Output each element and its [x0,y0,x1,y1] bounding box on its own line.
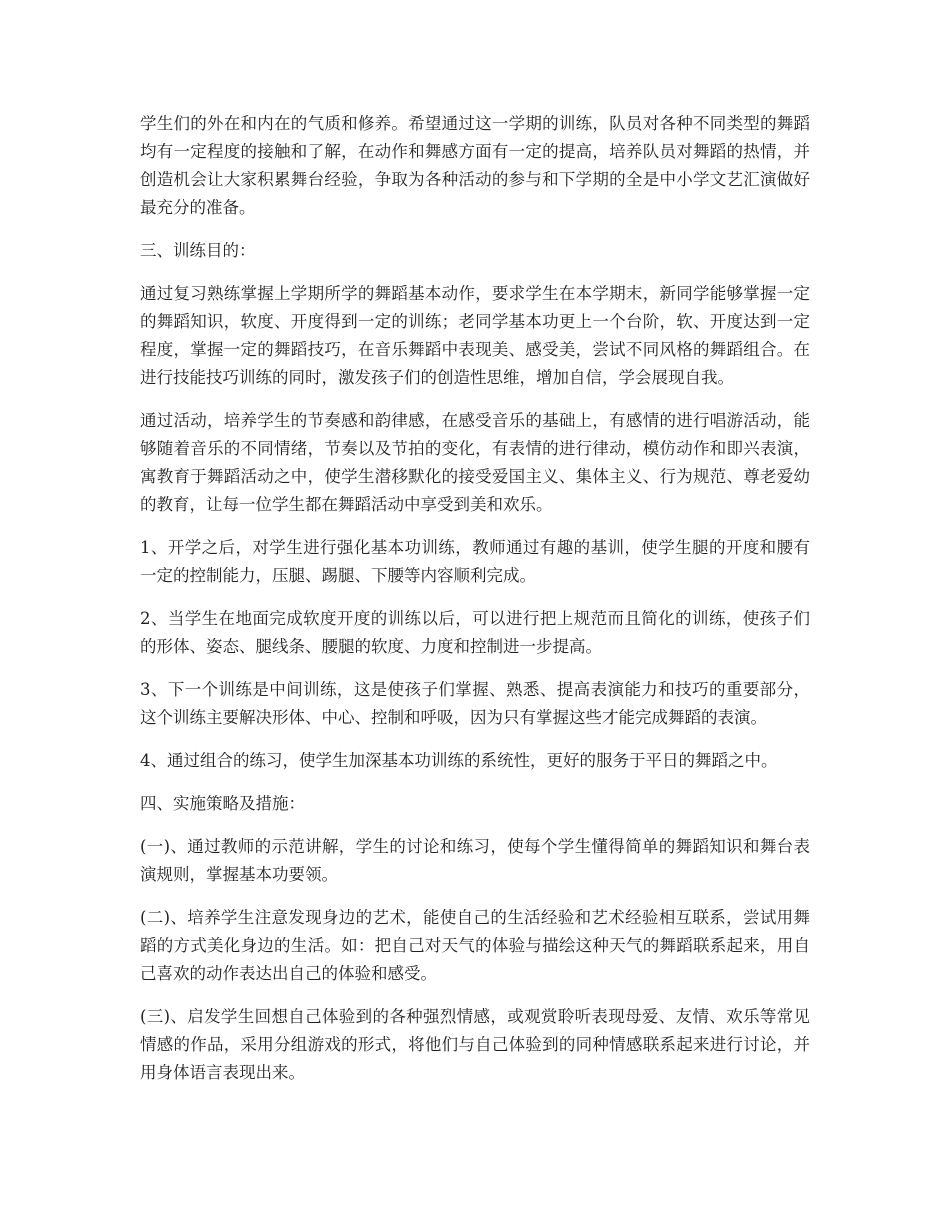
list-item-3: 3、下一个训练是中间训练，这是使孩子们掌握、熟悉、提高表演能力和技巧的重要部分，这个训练主要解决形体、中心、控制和呼吸，因为只有掌握这些才能完成舞蹈的表演。 [140,680,810,727]
list-item-4: 4、通过组合的练习，使学生加深基本功训练的系统性，更好的服务于平日的舞蹈之中。 [140,751,778,770]
paragraph-goals-1: 通过复习熟练掌握上学期所学的舞蹈基本动作，要求学生在本学期末，新同学能够掌握一定的舞蹈知识，软度、开度得到一定的训练；老同学基本功更上一个台阶，软、开度达到一定程度，掌握一定的舞蹈技巧，在音乐舞蹈中表现美、感受美，尝试不同风格的舞蹈组合。在进行技能技巧训练的同时，激发孩子们的创造性思维，增加自信，学会展现自我。 [140,284,810,387]
section-heading-strategies: 四、实施策略及措施： [140,794,305,813]
strategy-item-1: (一)、通过教师的示范讲解，学生的讨论和练习，使每个学生懂得简单的舞蹈知识和舞台表演规则，掌握基本功要领。 [140,837,810,884]
paragraph-goals-2: 通过活动，培养学生的节奏感和韵律感，在感受音乐的基础上，有感情的进行唱游活动，能够随着音乐的不同情绪，节奏以及节拍的变化，有表情的进行律动，模仿动作和即兴表演，寓教育于舞蹈活动之中，使学生潜移默化的接受爱国主义、集体主义、行为规范、尊老爱幼的教育，让每一位学生都在舞蹈活动中享受到美和欢乐。 [140,411,810,514]
document-page [140,110,810,1102]
strategy-item-2: (二)、培养学生注意发现身边的艺术，能使自己的生活经验和艺术经验相互联系，尝试用舞蹈的方式美化身边的生活。如：把自己对天气的体验与描绘这种天气的舞蹈联系起来，用自己喜欢的动作表达出自己的体验和感受。 [140,908,810,983]
paragraph-intro: 学生们的外在和内在的气质和修养。希望通过这一学期的训练，队员对各种不同类型的舞蹈均有一定程度的接触和了解，在动作和舞感方面有一定的提高，培养队员对舞蹈的热情，并创造机会让大家积累舞台经验，争取为各种活动的参与和下学期的全是中小学文艺汇演做好最充分的准备。 [140,114,810,217]
list-item-1: 1、开学之后，对学生进行强化基本功训练，教师通过有趣的基训，使学生腿的开度和腰有一定的控制能力，压腿、踢腿、下腰等内容顺利完成。 [140,538,810,585]
section-heading-training-goals: 三、训练目的： [140,241,256,260]
strategy-item-3: (三)、启发学生回想自己体验到的各种强烈情感，或观赏聆听表现母爱、友情、欢乐等常见情感的作品，采用分组游戏的形式，将他们与自己体验到的同种情感联系起来进行讨论，并用身体语言表现出来。 [140,1007,810,1082]
list-item-2: 2、当学生在地面完成软度开度的训练以后，可以进行把上规范而且简化的训练，使孩子们的形体、姿态、腿线条、腰腿的软度、力度和控制进一步提高。 [140,609,810,656]
